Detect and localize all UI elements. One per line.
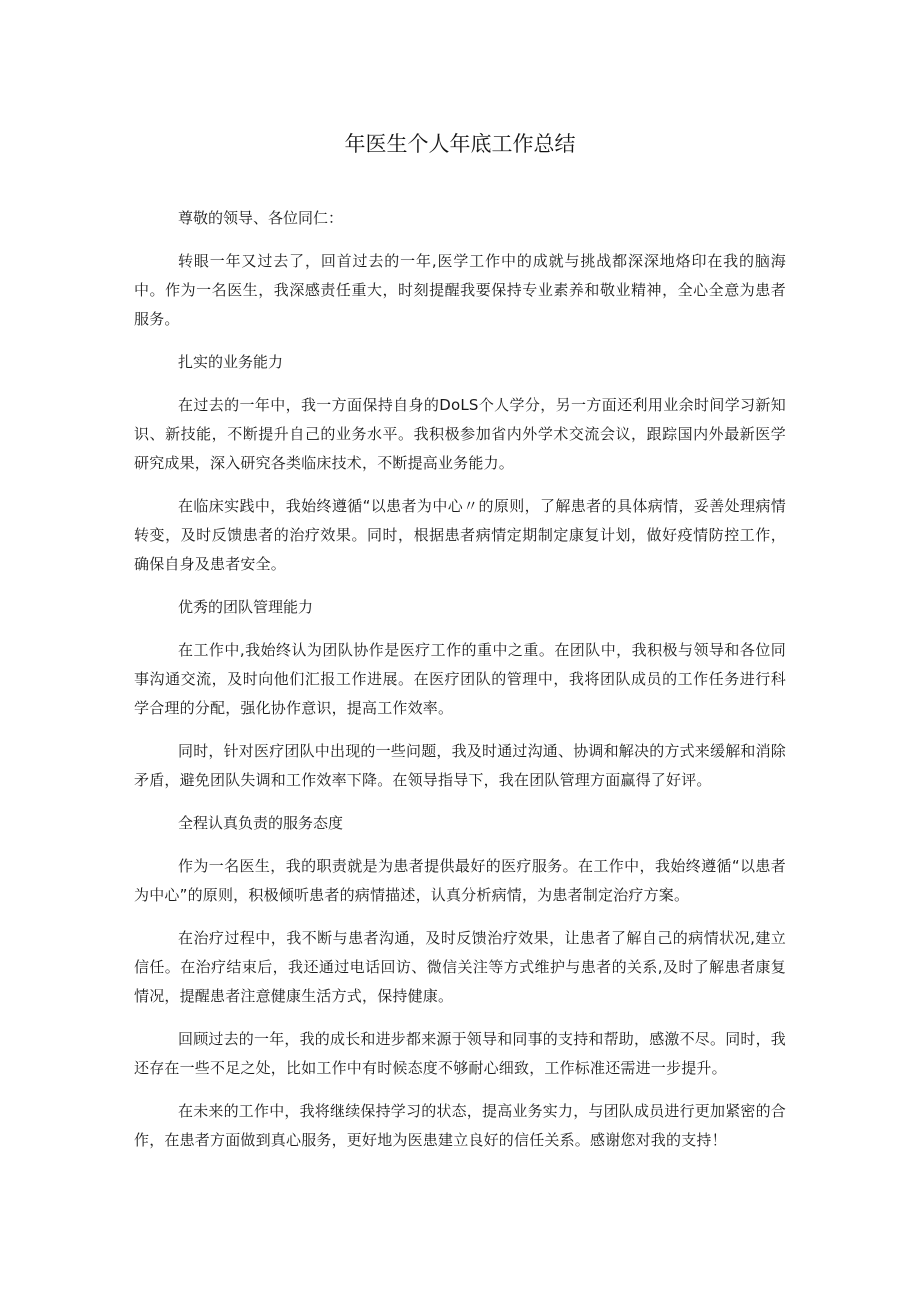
paragraph: 同时，针对医疗团队中出现的一些问题，我及时通过沟通、协调和解决的方式来缓解和消除矛盾，避免团队失调和工作效率下降。在领导指导下，我在团队管理方面赢得了好评。 bbox=[134, 742, 787, 789]
document-title: 年医生个人年底工作总结 bbox=[344, 132, 576, 156]
section-heading-business-ability: 扎实的业务能力 bbox=[178, 353, 284, 371]
paragraph: 在过去的一年中，我一方面保持自身的DoLS个人学分，另一方面还利用业余时间学习新知识、新技能，不断提升自己的业务水平。我积极参加省内外学术交流会议，跟踪国内外最新医学研究成果，深入研究各类临床技术，不断提高业务能力。 bbox=[134, 396, 786, 472]
paragraph: 在治疗过程中，我不断与患者沟通，及时反馈治疗效果，让患者了解自己的病情状况,建立信任。在治疗结束后，我还通过电话回访、微信关注等方式维护与患者的关系,及时了解患者康复情况，提醒患者注意健康生活方式，保持健康。 bbox=[134, 929, 786, 1005]
section-heading-team-management: 优秀的团队管理能力 bbox=[178, 598, 314, 616]
paragraph: 在工作中,我始终认为团队协作是医疗工作的重中之重。在团队中，我积极与领导和各位同事沟通交流，及时向他们汇报工作进展。在医疗团队的管理中，我将团队成员的工作任务进行科学合理的分配，强化协作意识，提高工作效率。 bbox=[134, 641, 786, 717]
section-heading-service-attitude: 全程认真负责的服务态度 bbox=[178, 814, 344, 832]
intro-paragraph: 转眼一年又过去了，回首过去的一年,医学工作中的成就与挑战都深深地烙印在我的脑海中。作为一名医生，我深感责任重大，时刻提醒我要保持专业素养和敬业精神，全心全意为患者服务。 bbox=[134, 252, 786, 328]
document-body bbox=[134, 204, 786, 1169]
paragraph: 在临床实践中，我始终遵循“以患者为中心〃的原则，了解患者的具体病情，妥善处理病情转变，及时反馈患者的治疗效果。同时，根据患者病情定期制定康复计划，做好疫情防控工作，确保自身及患者安全。 bbox=[134, 497, 786, 573]
greeting: 尊敬的领导、各位同仁： bbox=[178, 209, 344, 227]
closing-paragraph: 回顾过去的一年，我的成长和进步都来源于领导和同事的支持和帮助，感激不尽。同时，我还存在一些不足之处，比如工作中有时候态度不够耐心细致，工作标准还需进一步提升。 bbox=[134, 1030, 787, 1077]
closing-paragraph: 在未来的工作中，我将继续保持学习的状态，提高业务实力，与团队成员进行更加紧密的合作，在患者方面做到真心服务，更好地为医患建立良好的信任关系。感谢您对我的支持！ bbox=[134, 1102, 787, 1149]
paragraph: 作为一名医生，我的职责就是为患者提供最好的医疗服务。在工作中，我始终遵循“以患者为中心”的原则，积极倾听患者的病情描述，认真分析病情，为患者制定治疗方案。 bbox=[134, 857, 786, 904]
